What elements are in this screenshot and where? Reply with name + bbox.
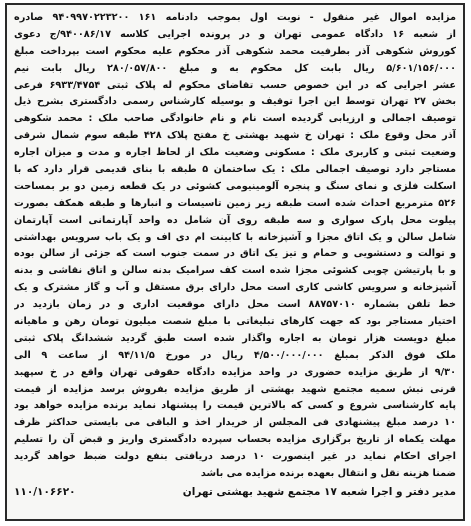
legal-notice [5, 3, 465, 521]
notice-line: ۱۰ درصد مبلغ پیشنهادی فی المجلس از خریدار اخذ و الباقی می بایستی حداکثر ظرف [14, 417, 456, 429]
notice-line: وضعیت ثبتی و کاربری ملک : مسکونی وضعیت ملک از لحاظ اجاره و مدت و میزان اجاره [14, 147, 456, 159]
notice-line: خط تلفن بشماره ۸۸۷۵۷۰۱۰ است محل دارای موقعیت اداری و در زمان بازدید در [14, 299, 456, 311]
notice-line: پیلوت محل پارک سواری و سه طبقه روی آن شامل ده واحد آپارتمانی است آپارتمان [14, 214, 456, 226]
notice-line: کوروش شکوهی آذر بطرفیت محمد شکوهی آذر محکوم علیه محکوم است بپرداخت مبلغ [14, 45, 456, 57]
notice-line: از شعبه ۱۶ دادگاه عمومی تهران و در پرونده اجرایی کلاسه ۹۴۰۰۸۶/۱۷/ج دعوی [14, 28, 456, 40]
notice-line: مزایده اموال غیر منقول - نوبت اول بموجب دادنامه ۱۶۱ ۹۴۰۹۹۷۰۲۲۳۲۰۰ صادره [14, 12, 456, 23]
notice-line: قرنی نبش سمیه مجتمع شهید بهشتی از طریق مزایده بفروش برسد مزایده از قیمت [14, 383, 456, 395]
notice-line: توصیف اجمالی و ارزیابی گردیده است نام و نام خانوادگی صاحب ملک : محمد شکوهی [14, 113, 456, 125]
notice-line: بخش ۲۷ تهران توسط این اجرا توقیف و بوسیله کارشناس رسمی دادگستری بشرح ذیل [14, 96, 456, 108]
notice-line: و توالت و دستشویی و حمام و تیز یک اتاق در سمت جنوب است که جزئی از سالن بوده [14, 248, 456, 260]
notice-line: آشپزخانه و سرویس کاشی کاری است محل دارای برق مستقل و آب و گاز مشترک و یک [14, 282, 456, 294]
notice-line: شامل سالن و یک اتاق مجزا و آشپزخانه با کابینت ام دی اف و یک باب سرویس بهداشتی [14, 231, 456, 243]
notice-line: ۵/۶۰۱/۱۵۶/۰۰۰ ریال بابت کل محکوم به و مبلغ ۲۸۰/۰۵۷/۸۰۰ ریال بابت نیم [14, 62, 456, 74]
notice-line: مستاجر دارد توصیف اجمالی ملک : یک ساختمان ۵ طبقه با بنای قدیمی قرار دارد که با [14, 164, 456, 176]
signature-line: مدیر دفتر و اجرا شعبه ۱۷ مجتمع شهید بهشتی تهران [182, 485, 456, 498]
reference-code: ۱۱۰/۱۰۶۶۲۰ [14, 485, 76, 498]
notice-line: آذر محل وقوع ملک : تهران خ شهید بهشتی خ مفتح پلاک ۴۲۸ طبقه سوم شمال شرقی [14, 130, 456, 142]
notice-line: مبلغ دویست هزار تومان به اجاره واگذار شده است طبق گردید ششدانگ پلاک ثبتی [14, 332, 456, 344]
notice-line: عشر اجرایی که در این خصوص حسب تقاضای محکوم له پلاک ثبتی ۶۹۳۳/۴۷۵۴ فرعی [14, 79, 456, 91]
notice-line: ۹/۳۰ از طریق مزایده حضوری در واحد مزایده دادگاه حقوقی تهران واقع در خ سپهبد [14, 366, 456, 378]
notice-footer [14, 486, 456, 498]
notice-line: ۵۲۶ مترمربع احداث شده است طبقه زیر زمین تاسیسات و انبارها و طبقه همکف بصورت [14, 197, 456, 209]
notice-line: اجرای احکام نماید در غیر اینصورت ۱۰ درصد دریافتی بنفع دولت ضبط خواهد گردید [14, 451, 456, 463]
notice-line: ضمنا هزینه نقل و انتقال بعهده برنده مزایده می باشد [200, 468, 456, 480]
notice-line: مهلت یکماه از تاریخ برگزاری مزایده بحساب سپرده دادگستری واریز و قبض آن را تسلیم [14, 434, 456, 446]
notice-body [14, 10, 456, 483]
notice-line: اسکلت فلزی و نمای سنگ و پنجره آلومینیومی کشوئی در یک قطعه زمین دو بر بمساحت [14, 180, 456, 192]
notice-line: اختیار مستاجر بود که جهت کارهای تبلیغاتی با مبلغ شصت میلیون تومان رهن و ماهیانه [14, 316, 456, 328]
notice-line: پایه کارشناسی شروع و کسی که بالاترین قیمت را پیشنهاد نماید برنده مزایده خواهد بود [14, 400, 456, 412]
notice-line: ملک فوق الذکر بمبلغ ۴/۵۰۰/۰۰۰/۰۰۰ ریال در مورخ ۹۴/۱۱/۵ از ساعت ۹ الی [14, 349, 456, 361]
notice-line: و با پارتیشن چوبی کشوئی مجزا شده است کف سرامیک بدنه سالن و اتاق نقاشی و بدنه [14, 265, 456, 277]
